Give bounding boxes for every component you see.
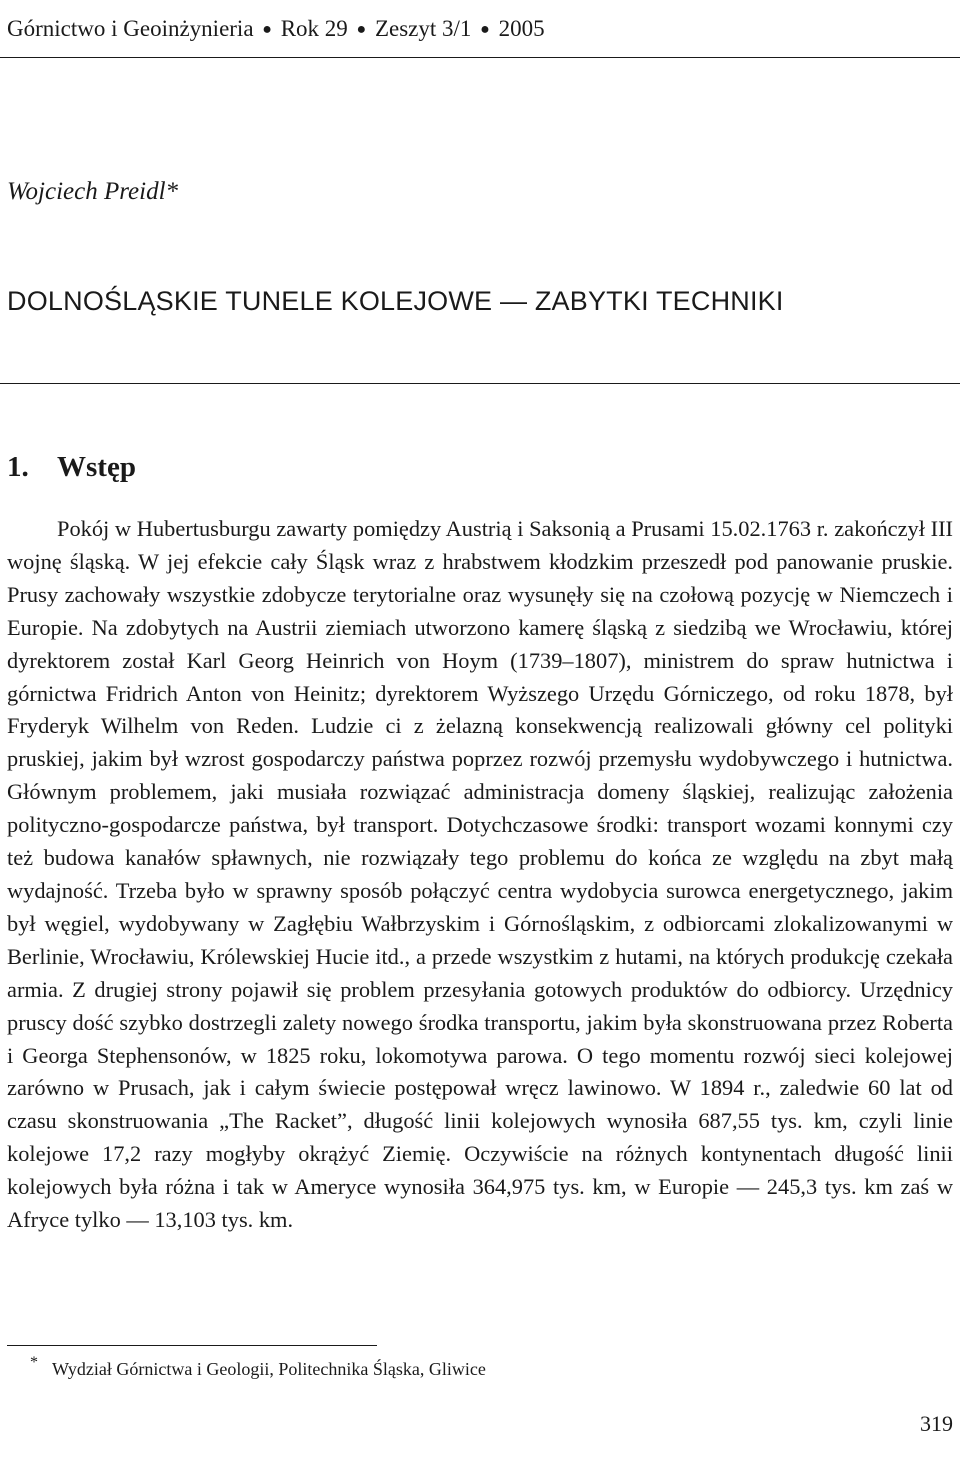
publication-year: 2005 [498,16,545,41]
article-title: DOLNOŚLĄSKIE TUNELE KOLEJOWE — ZABYTKI TECHNIKI [7,286,784,316]
title-divider [0,383,960,384]
running-header [0,0,960,58]
section-title: Wstęp [57,451,136,483]
footnote-mark: * [30,1354,38,1371]
bullet-separator-icon: ● [480,21,490,38]
section-number: 1. [7,451,29,483]
section-heading [7,448,136,486]
body-text [7,513,953,1237]
page-number: 319 [920,1411,953,1436]
author-name: Wojciech Preidl* [7,178,179,205]
footnote [30,1354,486,1383]
journal-name: Górnictwo i Geoinżynieria [7,16,254,41]
bullet-separator-icon: ● [356,21,367,38]
journal-year-volume: Rok 29 [280,16,348,41]
body-paragraph: Pokój w Hubertusburgu zawarty pomiędzy Austrią i Saksonią a Prusami 15.02.1763 r. zakończył III wojnę śląską. W jej efekcie cały Śląsk wraz z hrabstwem kłodzkim przeszedł pod panowanie pruskie. Prusy zachowały wszystkie zdobycze terytorialne oraz wysunęły się na czołową pozycję w Niemczech i Europie. Na zdobytych na Austrii ziemiach utworzono kamerę śląską z siedzibą we Wrocławiu, której dyrektorem został Karl Georg Heinrich von Hoym (1739–1807), ministrem do spraw hutnictwa i górnictwa Fridrich Anton von Heinitz; dyrektorem Wyższego Urzędu Górniczego, od roku 1878, był Fryderyk Wilhelm von Reden. Ludzie ci z żelazną konsekwencją realizowali główny cel polityki pruskiej, jakim był wzrost gospodarczy państwa poprzez rozwój przemysłu wydobywczego i hutnictwa. Głównym problemem, jaki musiała rozwiązać administracja domeny śląskiej, realizując założenia polityczno-gospodarcze państwa, był transport. Dotychczasowe środki: transport wozami konnymi czy też budowa kanałów spławnych, nie rozwiązały tego problemu do końca ze względu na zbyt małą wydajność. Trzeba było w sprawny sposób połączyć centra wydobycia surowca energetycznego, jakim był węgiel, wydobywany w Zagłębiu Wałbrzyskim i Górnośląskim, z odbiorcami zlokalizowanymi w Berlinie, Wrocławiu, Królewskiej Hucie itd., a przede wszystkim z hutami, na których produkcję czekała armia. Z drugiej strony pojawił się problem przesyłania gotowych produktów do odbiorcy. Urzędnicy pruscy dość szybko dostrzegli zalety nowego środka transportu, jakim była skonstruowana przez Roberta i Georga Stephensonów, w 1825 roku, lokomotywa parowa. O tego momentu rozwój sieci kolejowej zarówno w Prusach, jak i całym świecie postępował wręcz lawinowo. W 1894 r., zaledwie 60 lat od czasu skonstruowania „The Racket”, długość linii kolejowych wynosiła 687,55 tys. km, czyli linie kolejowe 17,2 razy mogłyby okrążyć Ziemię. Oczywiście na różnych kontynentach długość linii kolejowych była różna i tak w Ameryce wynosiła 364,975 tys. km, w Europie — 245,3 tys. km zaś w Afryce tylko — 13,103 tys. km. [7,516,953,1233]
footnote-divider [7,1345,377,1346]
bullet-separator-icon: ● [262,21,272,38]
journal-issue: Zeszyt 3/1 [374,16,472,41]
footnote-text: Wydział Górnictwa i Geologii, Politechnika Śląska, Gliwice [52,1359,486,1379]
